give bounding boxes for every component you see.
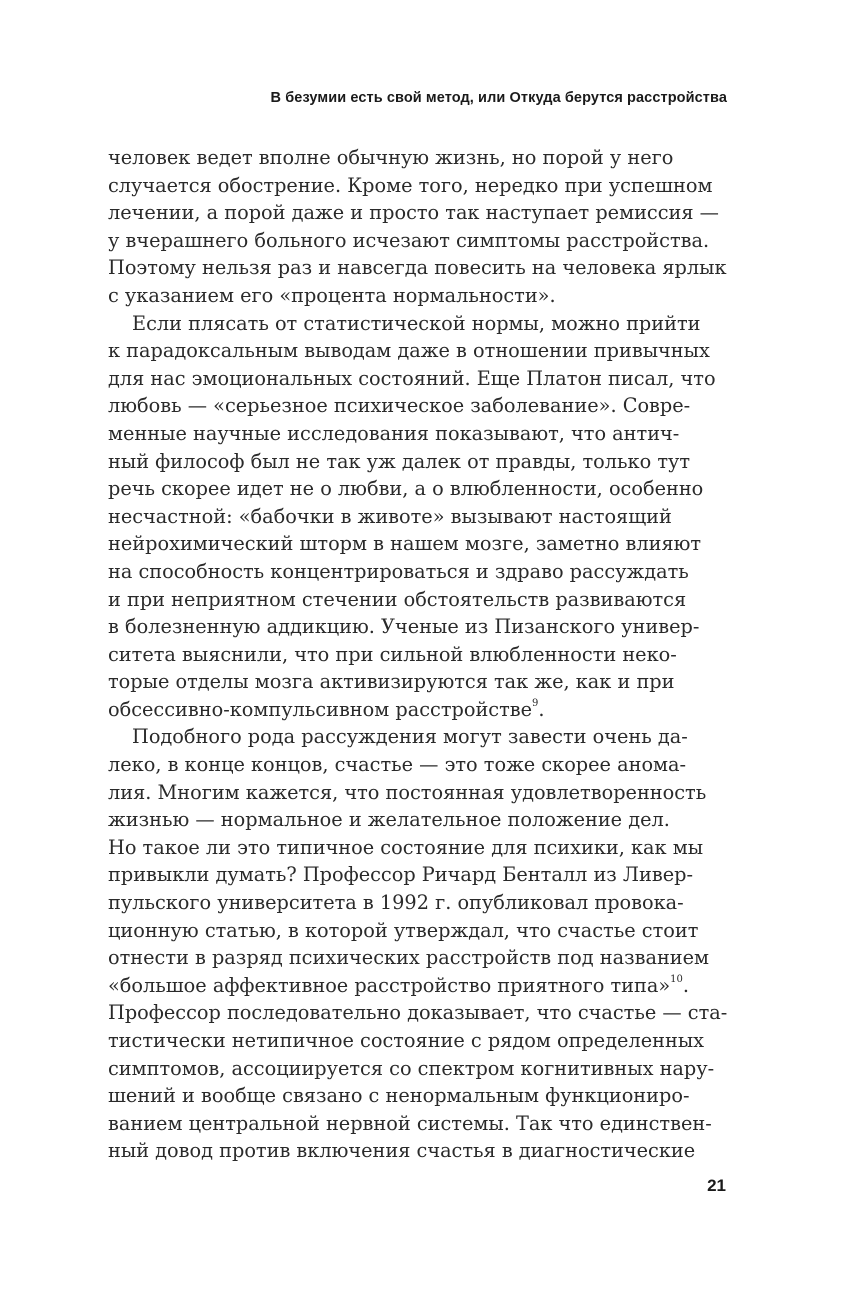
text-line: в болезненную аддикцию. Ученые из Пизанского универ- — [108, 615, 700, 639]
body-text — [108, 144, 728, 1165]
text-line: для нас эмоциональных состояний. Еще Платон писал, что — [108, 366, 716, 390]
running-head: В безумии есть свой метод, или Откуда берутся расстройства — [270, 90, 727, 106]
text-line: лия. Многим кажется, что постоянная удовлетворенность — [108, 780, 707, 804]
text-line: у вчерашнего больного исчезают симптомы расстройства. — [108, 228, 710, 252]
footnote-ref[interactable]: 10 — [670, 974, 683, 986]
text-line: Подобного рода рассуждения могут завести очень да- — [132, 725, 688, 749]
text-line: Но такое ли это типичное состояние для психики, как мы — [108, 835, 704, 859]
text-line: Если плясать от статистической нормы, можно прийти — [132, 311, 701, 335]
text-line: ный довод против включения счастья в диагностические — [108, 1139, 696, 1163]
text-line: ситета выяснили, что при сильной влюбленности неко- — [108, 642, 677, 666]
text-line: ционную статью, в которой утверждал, что счастье стоит — [108, 918, 699, 942]
text-line: леко, в конце концов, счастье — это тоже скорее анома- — [108, 753, 687, 777]
text-line: симптомов, ассоциируется со спектром когнитивных нару- — [108, 1056, 715, 1080]
text-line — [108, 972, 690, 1000]
punctuation: . — [682, 973, 690, 997]
text-line: жизнью — нормальное и желательное положение дел. — [108, 808, 670, 832]
text-line — [108, 696, 668, 724]
footnote-ref[interactable]: 9 — [532, 698, 539, 710]
text-line-content: «большое аффективное расстройство приятного типа» — [108, 973, 671, 997]
text-line: Поэтому нельзя раз и навсегда повесить на человека ярлык — [108, 256, 727, 280]
text-line: любовь — «серьезное психическое заболевание». Совре- — [108, 394, 691, 418]
text-line: на способность концентрироваться и здраво рассуждать — [108, 559, 689, 583]
text-line: ванием центральной нервной системы. Так что единствен- — [108, 1111, 712, 1135]
page-number: 21 — [707, 1176, 726, 1195]
text-line: случается обострение. Кроме того, нередко при успешном — [108, 173, 713, 197]
text-line: привыкли думать? Профессор Ричард Бенталл из Ливер- — [108, 863, 693, 887]
text-line: лечении, а порой даже и просто так наступает ремиссия — — [108, 201, 719, 225]
text-line: пульского университета в 1992 г. опубликовал провока- — [108, 891, 684, 915]
punctuation: . — [538, 697, 545, 721]
text-line: несчастной: «бабочки в животе» вызывают настоящий — [108, 504, 672, 528]
text-line: менные научные исследования показывают, что антич- — [108, 421, 680, 445]
text-line: отнести в разряд психических расстройств под названием — [108, 946, 710, 970]
text-line: и при неприятном стечении обстоятельств развиваются — [108, 587, 687, 611]
text-line: с указанием его «процента нормальности». — [108, 283, 556, 307]
text-line: торые отделы мозга активизируются так же, как и при — [108, 670, 675, 694]
text-line: ный философ был не так уж далек от правды, только тут — [108, 449, 690, 473]
text-line-content: обсессивно-компульсивном расстройстве — [108, 697, 533, 721]
text-line: Профессор последовательно доказывает, что счастье — ста- — [108, 1001, 728, 1025]
text-line: тистически нетипичное состояние с рядом определенных — [108, 1029, 705, 1052]
text-line: шений и вообще связано с ненормальным функциониро- — [108, 1084, 690, 1108]
text-line: нейрохимический шторм в нашем мозге, заметно влияют — [108, 532, 702, 556]
text-line: речь скорее идет не о любви, а о влюбленности, особенно — [108, 477, 704, 501]
text-line: человек ведет вполне обычную жизнь, но порой у него — [108, 146, 674, 169]
text-line: к парадоксальным выводам даже в отношении привычных — [108, 339, 710, 363]
